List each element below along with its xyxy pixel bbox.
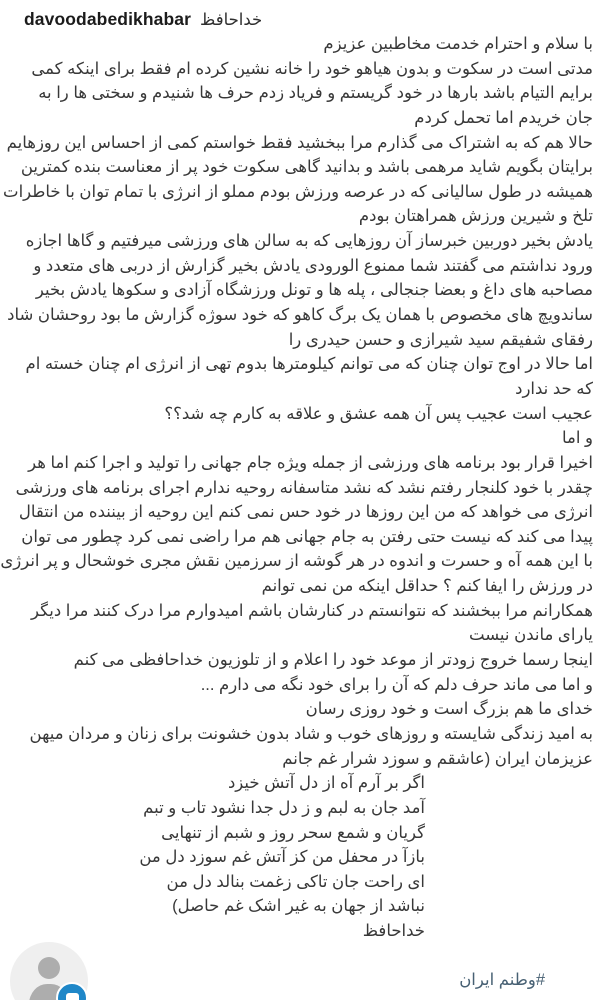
caption-line: برایتان بگویم شاید مرهمی باشد و بدانید گاهی سکوت خود پر از معناست بنده کمترین <box>20 158 593 177</box>
caption-line: تلخ و شیرین ورزش همراهتان بودم <box>358 207 593 226</box>
caption-line: بازآ در محفل من کز آتش غم سوزد دل من <box>139 848 425 867</box>
caption-title-word: خداحافظ <box>200 11 263 29</box>
caption-line: آمد جان به لبم و ز دل جدا نشود تاب و تبم <box>143 798 425 817</box>
caption-header <box>0 0 607 31</box>
caption-line: خدای ما هم بزرگ است و خود روزی رسان <box>305 700 593 719</box>
caption-line: ورود نداشتم می گفتند شما ممنوع الورودی یادش بخیر گزارش از دربی های متعدد و <box>33 256 593 275</box>
camera-badge-glyph <box>66 993 79 1000</box>
caption-line: ساندویچ های مخصوص با همان یک برگ کاهو که خود سوژه گزارش ما بود روحشان شاد <box>7 306 593 325</box>
caption-line: با این همه آه و حسرت و اندوه در هر گوشه از سرزمین نقش مجری خوشحال و پر انرژی <box>0 552 593 571</box>
caption-line: انرژی می خواهد که من این روزها در خود حس نمی کنم این روحیه از بیننده من انتقال <box>18 503 593 522</box>
caption-line: یارای ماندن نیست <box>469 626 593 645</box>
caption-line: عزیزمان ایران (عاشقم و سوزد شرار غم جانم <box>282 749 593 768</box>
caption-line: چقدر با خود کلنجار رفتم نشد که نشد متاسفانه روحیه ندارم اجرای برنامه های ورزشی <box>15 478 593 497</box>
username-link[interactable]: davoodabedikhabar <box>24 9 192 29</box>
caption-line: و اما می ماند حرف دلم که آن را برای خود نگه می دارم ... <box>200 675 593 694</box>
caption-line: یادش بخیر دوربین خبرساز آن روزهایی که به سالن های ورزشی میرفتیم و گاها اجازه <box>25 232 593 251</box>
caption-line: با سلام و احترام خدمت مخاطبین عزیزم <box>323 35 593 53</box>
caption-line: نباشد از جهان به غیر اشک غم حاصل) <box>172 897 425 916</box>
caption-line: مدتی است در سکوت و بدون هیاهو خود را خانه نشین کرده ام فقط برای اینکه کمی <box>31 59 593 78</box>
caption-line: برایم التیام باشد بارها در خود گریستم و فریاد زدم حرف ها شنیدم و سختی ها را به <box>38 84 593 103</box>
caption-line: رفقای شفیقم سید شیرازی و حسن حیدری را <box>288 330 593 349</box>
caption-line: و اما <box>561 429 593 448</box>
caption-line: همیشه در طول سالیانی که در عرصه ورزش بودم مملو از انرژی با تمام توان با خاطرات <box>3 182 593 201</box>
hashtag-row <box>0 968 607 993</box>
caption-line: همکارانم مرا ببخشند که نتوانستم در کنارشان باشم امیدوارم مرا درک کنند مرا دیگر <box>31 601 593 620</box>
hashtag-link[interactable]: #وطنم ایران <box>459 971 545 990</box>
caption-line: اینجا رسما خروج زودتر از موعد خود را اعلام و از تلوزیون خداحافظی می کنم <box>73 651 593 670</box>
caption-line: ای راحت جان تاکی زغمت بنالد دل من <box>166 872 425 891</box>
caption-line: خداحافظ <box>362 922 425 941</box>
caption-line: اخیرا قرار بود برنامه های ورزشی از جمله ویژه جام جهانی را تولید و اجرا کنم اما هر <box>28 453 593 472</box>
caption-line: به امید زندگی شایسته و روزهای خوب و شاد بدون خشونت برای زنان و مردان میهن <box>29 724 593 743</box>
caption-line: در ورزش را ایفا کنم ؟ حداقل اینکه من نمی توانم <box>261 577 593 596</box>
caption-line: اگر بر آرم آه از دل آتش خیزد <box>227 774 425 793</box>
caption-line: که حد ندارد <box>515 379 593 398</box>
caption-line: حالا هم که به اشتراک می گذارم مرا ببخشید فقط خواستم کمی از احساس این روزهایم <box>6 133 593 152</box>
caption-line: گریان و شمع سحر روز و شبم از تنهایی <box>161 823 425 842</box>
person-icon <box>38 957 60 979</box>
caption-line: پیدا می کند که نیست حتی رفتن به جام جهانی هم مرا راضی نمی کرد چطور می توان <box>21 527 593 546</box>
caption-line: اما حالا در اوج توان چنان که می توانم کیلومترها بدوم تهی از انرژی ام چنان خسته ام <box>25 355 593 374</box>
caption-body <box>0 31 607 944</box>
caption-line: مصاحبه های داغ و بعضا جنجالی ، پله ها و تونل ورزشگاه آزادی و سکوها یادش بخیر <box>35 281 593 300</box>
caption-line: عجیب است عجیب پس آن همه عشق و علاقه به کارم چه شد؟؟ <box>164 404 593 423</box>
caption-line: جان خریدم اما تحمل کردم <box>414 108 593 127</box>
